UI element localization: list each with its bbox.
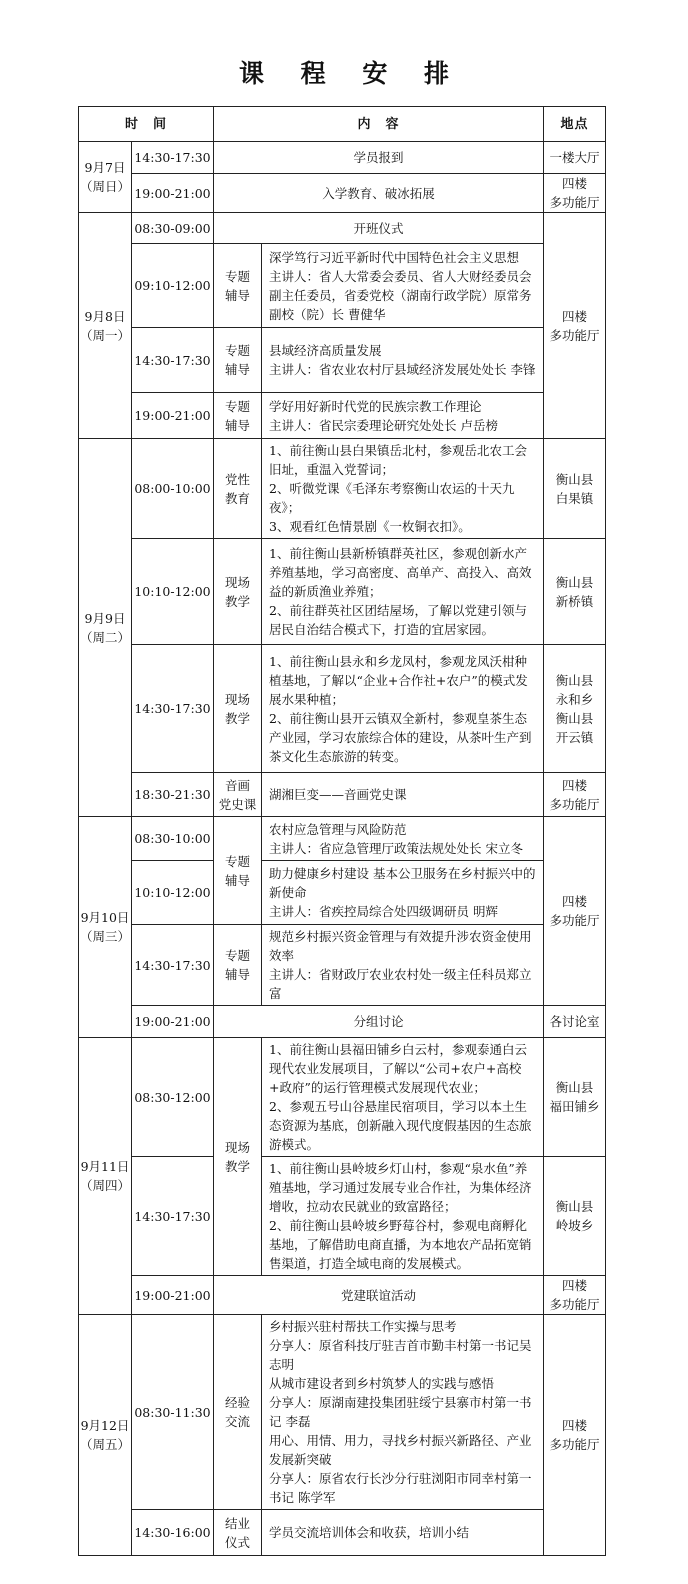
table-row bbox=[79, 861, 606, 925]
time-cell: 08:30-11:30 bbox=[132, 1315, 214, 1510]
time-cell: 18:30-21:30 bbox=[132, 773, 214, 817]
date-cell: 9月7日 （周日） bbox=[79, 142, 132, 213]
table-row bbox=[79, 1315, 606, 1510]
content-cell: 开班仪式 bbox=[214, 213, 544, 244]
table-header-row bbox=[79, 107, 606, 142]
content-cell: 学好用好新时代党的民族宗教工作理论 主讲人：省民宗委理论研究处处长 卢岳榜 bbox=[262, 393, 544, 439]
table-row bbox=[79, 174, 606, 213]
location-cell: 四楼 多功能厅 bbox=[544, 773, 606, 817]
location-cell: 衡山县 新桥镇 bbox=[544, 539, 606, 645]
location-cell: 衡山县 岭坡乡 bbox=[544, 1157, 606, 1276]
table-row bbox=[79, 1038, 606, 1157]
date-cell: 9月8日 （周一） bbox=[79, 213, 132, 439]
content-cell: 乡村振兴驻村帮扶工作实操与思考 分享人：原省科技厅驻吉首市勤丰村第一书记吴志明 从城市建设者到乡村筑梦人的实践与感悟 分享人：原湖南建投集团驻绥宁县寨市村第一书记 李磊 用心、用情、用力，寻找乡村振兴新路径、产业发展新突破 分享人：原省农行长沙分行驻浏阳市同幸村第一书记 陈学军 bbox=[262, 1315, 544, 1510]
location-cell: 衡山县 福田铺乡 bbox=[544, 1038, 606, 1157]
table-row bbox=[79, 439, 606, 539]
table-row bbox=[79, 1157, 606, 1276]
type-cell: 专题 辅导 bbox=[214, 925, 262, 1006]
location-cell: 四楼 多功能厅 bbox=[544, 213, 606, 439]
time-cell: 14:30-17:30 bbox=[132, 645, 214, 773]
schedule-table bbox=[78, 106, 606, 1556]
table-row bbox=[79, 142, 606, 174]
table-row bbox=[79, 393, 606, 439]
location-cell: 一楼大厅 bbox=[544, 142, 606, 174]
type-cell: 音画 党史课 bbox=[214, 773, 262, 817]
time-cell: 19:00-21:00 bbox=[132, 393, 214, 439]
type-cell: 结业 仪式 bbox=[214, 1510, 262, 1556]
time-cell: 14:30-17:30 bbox=[132, 1157, 214, 1276]
location-cell: 四楼 多功能厅 bbox=[544, 1276, 606, 1315]
content-cell: 1、前往衡山县福田铺乡白云村，参观泰通白云现代农业发展项目，了解以“公司+农户+高校+政府”的运行管理模式发展现代农业； 2、参观五号山谷悬崖民宿项目，学习以本土生态资源为基底，创新融入现代度假基因的生态旅游模式。 bbox=[262, 1038, 544, 1157]
table-row bbox=[79, 925, 606, 1006]
content-cell: 入学教育、破冰拓展 bbox=[214, 174, 544, 213]
date-cell: 9月10日 （周三） bbox=[79, 817, 132, 1038]
header-location: 地点 bbox=[544, 107, 606, 142]
date-cell: 9月9日 （周二） bbox=[79, 439, 132, 817]
type-cell: 专题 辅导 bbox=[214, 393, 262, 439]
table-row bbox=[79, 773, 606, 817]
content-cell: 县域经济高质量发展 主讲人：省农业农村厅县域经济发展处处长 李锋 bbox=[262, 328, 544, 393]
table-row bbox=[79, 213, 606, 244]
content-cell: 深学笃行习近平新时代中国特色社会主义思想 主讲人：省人大常委会委员、省人大财经委员会副主任委员，省委党校（湖南行政学院）原常务副校（院）长 曹健华 bbox=[262, 244, 544, 328]
location-cell: 四楼 多功能厅 bbox=[544, 174, 606, 213]
table-row bbox=[79, 1276, 606, 1315]
time-cell: 14:30-16:00 bbox=[132, 1510, 214, 1556]
time-cell: 14:30-17:30 bbox=[132, 328, 214, 393]
location-cell: 衡山县 永和乡 衡山县 开云镇 bbox=[544, 645, 606, 773]
content-cell: 1、前往衡山县永和乡龙凤村，参观龙凤沃柑种植基地，了解以“企业+合作社+农户”的模式发展水果种植； 2、前往衡山县开云镇双全新村，参观皇茶生态产业园，学习农旅综合体的建设，从茶叶生产到茶文化生态旅游的转变。 bbox=[262, 645, 544, 773]
content-cell: 农村应急管理与风险防范 主讲人：省应急管理厅政策法规处处长 宋立冬 bbox=[262, 817, 544, 861]
content-cell: 党建联谊活动 bbox=[214, 1276, 544, 1315]
content-cell: 1、前往衡山县新桥镇群英社区，参观创新水产养殖基地，学习高密度、高单产、高投入、高效益的新质渔业养殖； 2、前往群英社区团结屋场，了解以党建引领与居民自治结合模式下，打造的宜居家园。 bbox=[262, 539, 544, 645]
table-row bbox=[79, 645, 606, 773]
content-cell: 规范乡村振兴资金管理与有效提升涉农资金使用效率 主讲人：省财政厅农业农村处一级主任科员郑立富 bbox=[262, 925, 544, 1006]
table-row bbox=[79, 539, 606, 645]
time-cell: 08:30-10:00 bbox=[132, 817, 214, 861]
location-cell: 各讨论室 bbox=[544, 1006, 606, 1038]
type-cell: 现场 教学 bbox=[214, 1038, 262, 1276]
content-cell: 湖湘巨变——音画党史课 bbox=[262, 773, 544, 817]
content-cell: 1、前往衡山县白果镇岳北村，参观岳北农工会旧址，重温入党誓词； 2、听微党课《毛泽东考察衡山农运的十天九夜》； 3、观看红色情景剧《一枚铜衣扣》。 bbox=[262, 439, 544, 539]
time-cell: 10:10-12:00 bbox=[132, 861, 214, 925]
content-cell: 助力健康乡村建设 基本公卫服务在乡村振兴中的新使命 主讲人：省疾控局综合处四级调研员 明辉 bbox=[262, 861, 544, 925]
time-cell: 08:30-09:00 bbox=[132, 213, 214, 244]
location-cell: 四楼 多功能厅 bbox=[544, 1315, 606, 1556]
content-cell: 1、前往衡山县岭坡乡灯山村，参观“泉水鱼”养殖基地，学习通过发展专业合作社，为集体经济增收，拉动农民就业的致富路径； 2、前往衡山县岭坡乡野莓谷村，参观电商孵化基地，了解借助电商直播，为本地农产品拓宽销售渠道，打造全域电商的发展模式。 bbox=[262, 1157, 544, 1276]
type-cell: 专题 辅导 bbox=[214, 244, 262, 328]
time-cell: 14:30-17:30 bbox=[132, 925, 214, 1006]
table-row bbox=[79, 1006, 606, 1038]
time-cell: 09:10-12:00 bbox=[132, 244, 214, 328]
page-title: 课 程 安 排 bbox=[238, 59, 464, 88]
type-cell: 经验 交流 bbox=[214, 1315, 262, 1510]
type-cell: 党性 教育 bbox=[214, 439, 262, 539]
time-cell: 19:00-21:00 bbox=[132, 1276, 214, 1315]
location-cell: 四楼 多功能厅 bbox=[544, 817, 606, 1006]
header-time: 时 间 bbox=[79, 107, 214, 142]
time-cell: 08:00-10:00 bbox=[132, 439, 214, 539]
table-row bbox=[79, 244, 606, 328]
date-cell: 9月12日 （周五） bbox=[79, 1315, 132, 1556]
location-cell: 衡山县 白果镇 bbox=[544, 439, 606, 539]
type-cell: 专题 辅导 bbox=[214, 817, 262, 925]
content-cell: 分组讨论 bbox=[214, 1006, 544, 1038]
time-cell: 19:00-21:00 bbox=[132, 1006, 214, 1038]
content-cell: 学员报到 bbox=[214, 142, 544, 174]
type-cell: 现场 教学 bbox=[214, 645, 262, 773]
table-row bbox=[79, 328, 606, 393]
time-cell: 14:30-17:30 bbox=[132, 142, 214, 174]
header-content: 内 容 bbox=[214, 107, 544, 142]
type-cell: 现场 教学 bbox=[214, 539, 262, 645]
type-cell: 专题 辅导 bbox=[214, 328, 262, 393]
content-cell: 学员交流培训体会和收获，培训小结 bbox=[262, 1510, 544, 1556]
time-cell: 10:10-12:00 bbox=[132, 539, 214, 645]
table-row bbox=[79, 817, 606, 861]
table-row bbox=[79, 1510, 606, 1556]
time-cell: 19:00-21:00 bbox=[132, 174, 214, 213]
date-cell: 9月11日 （周四） bbox=[79, 1038, 132, 1315]
time-cell: 08:30-12:00 bbox=[132, 1038, 214, 1157]
